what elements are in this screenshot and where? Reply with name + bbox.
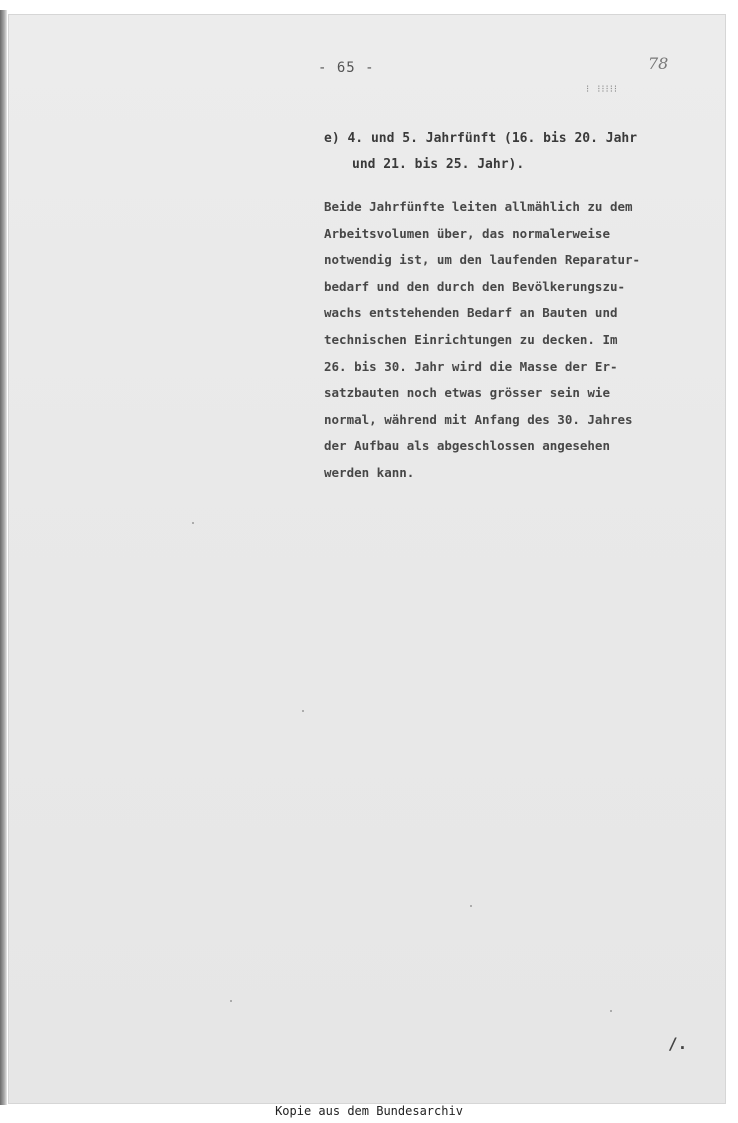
handwritten-folio-number: 78 bbox=[648, 54, 669, 73]
body-line: notwendig ist, um den laufenden Reparatur- bbox=[324, 252, 641, 268]
body-line: der Aufbau als abgeschlossen angesehen bbox=[324, 438, 610, 454]
body-line: werden kann. bbox=[324, 464, 415, 480]
continuation-mark: /. bbox=[668, 1034, 688, 1053]
body-line: normal, während mit Anfang des 30. Jahres bbox=[324, 411, 633, 427]
body-line: 26. bis 30. Jahr wird die Masse der Er- bbox=[324, 358, 618, 374]
body-line: satzbauten noch etwas grösser sein wie bbox=[324, 385, 610, 401]
paper-speck bbox=[230, 1000, 232, 1002]
body-line: wachs entstehenden Bedarf an Bauten und bbox=[324, 305, 618, 321]
paper-speck bbox=[470, 905, 472, 907]
page-left-edge-shadow bbox=[0, 10, 7, 1105]
page-number: - 65 - bbox=[318, 60, 375, 76]
paper-speck bbox=[610, 1010, 612, 1012]
body-paragraph bbox=[324, 194, 704, 487]
section-heading bbox=[324, 126, 704, 178]
body-line: technischen Einrichtungen zu decken. Im bbox=[324, 331, 618, 347]
section-heading-line-1: e) 4. und 5. Jahrfünft (16. bis 20. Jahr bbox=[324, 131, 638, 146]
section-heading-line-2: und 21. bis 25. Jahr). bbox=[352, 157, 525, 172]
paper-speck bbox=[192, 522, 194, 524]
paper-speck bbox=[302, 710, 304, 712]
archive-stamp: ⁝ ⁝⁝⁝⁝⁝ bbox=[586, 84, 619, 95]
body-line: bedarf und den durch den Bevölkerungszu- bbox=[324, 278, 626, 294]
body-line: Beide Jahrfünfte leiten allmählich zu dem bbox=[324, 199, 633, 214]
archive-footer: Kopie aus dem Bundesarchiv bbox=[275, 1104, 463, 1118]
body-line: Arbeitsvolumen über, das normalerweise bbox=[324, 225, 610, 241]
